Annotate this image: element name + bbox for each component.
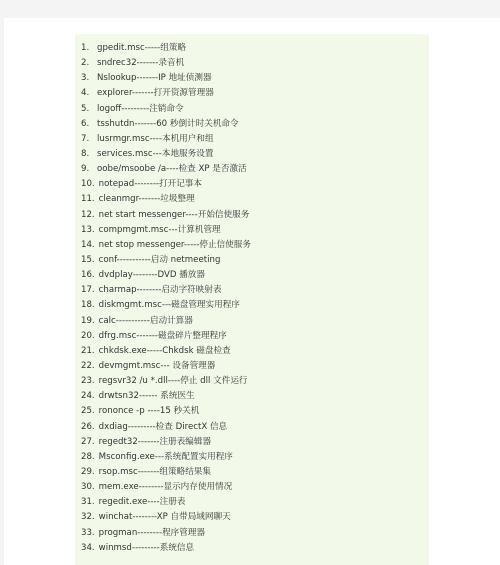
command-list-item — [81, 450, 251, 465]
item-number: 20. — [81, 330, 95, 341]
command-list-item — [81, 86, 251, 101]
command-list-item — [81, 283, 251, 298]
item-number: 8. — [81, 148, 90, 159]
command-list-item — [81, 192, 251, 207]
item-number: 12. — [81, 209, 95, 220]
item-number: 24. — [81, 391, 95, 402]
command-list-item — [81, 238, 251, 253]
item-number: 25. — [81, 406, 95, 417]
item-number: 33. — [81, 527, 95, 538]
item-number: 13. — [81, 224, 95, 235]
command-list-item — [81, 420, 251, 435]
item-number: 22. — [81, 360, 95, 371]
item-text: dvdplay--------DVD 播放器 — [98, 270, 205, 281]
item-text: mem.exe--------显示内存使用情况 — [98, 482, 233, 493]
item-text: diskmgmt.msc---磁盘管理实用程序 — [98, 300, 240, 311]
command-list-item — [81, 404, 251, 419]
item-text: tsshutdn-------60 秒倒计时关机命令 — [97, 118, 239, 129]
item-text: lusrmgr.msc----本机用户和组 — [97, 133, 214, 144]
command-list-item — [81, 253, 251, 268]
item-number: 30. — [81, 482, 95, 493]
command-list-item — [81, 314, 251, 329]
item-number: 17. — [81, 285, 95, 296]
item-text: services.msc---本地服务设置 — [97, 148, 214, 159]
command-list-item — [81, 526, 251, 541]
item-text: progman--------程序管理器 — [98, 527, 206, 538]
item-text: winmsd---------系统信息 — [98, 542, 195, 553]
command-list-item — [81, 389, 251, 404]
item-number: 6. — [81, 118, 90, 129]
item-number: 31. — [81, 497, 95, 508]
item-number: 15. — [81, 254, 95, 265]
item-number: 16. — [81, 270, 95, 281]
command-list-item — [81, 117, 251, 132]
item-number: 5. — [81, 103, 90, 114]
item-text: Msconfig.exe---系统配置实用程序 — [98, 451, 233, 462]
command-list-item — [81, 541, 251, 556]
item-number: 14. — [81, 239, 95, 250]
item-number: 28. — [81, 451, 95, 462]
command-list-item — [81, 495, 251, 510]
item-text: rononce -p ----15 秒关机 — [98, 406, 200, 417]
item-text: regsvr32 /u *.dll----停止 dll 文件运行 — [98, 376, 248, 387]
item-text: dxdiag---------检查 DirectX 信息 — [98, 421, 228, 432]
command-list-item — [81, 359, 251, 374]
command-list-item — [81, 208, 251, 223]
item-number: 2. — [81, 58, 90, 69]
item-text: drwtsn32------ 系统医生 — [98, 391, 195, 402]
item-text: oobe/msoobe /a----检查 XP 是否激活 — [97, 164, 247, 175]
item-number: 1. — [81, 43, 90, 53]
item-number: 9. — [81, 164, 90, 175]
item-number: 3. — [81, 73, 90, 84]
item-text: notepad--------打开记事本 — [98, 179, 202, 190]
item-number: 32. — [81, 512, 95, 523]
command-list-item — [81, 510, 251, 525]
item-text: devmgmt.msc--- 设备管理器 — [98, 360, 216, 371]
item-text: regedt32-------注册表编辑器 — [98, 436, 212, 447]
item-number: 21. — [81, 345, 95, 356]
item-text: net stop messenger-----停止信使服务 — [98, 239, 251, 250]
command-list-item — [81, 162, 251, 177]
item-number: 11. — [81, 194, 95, 205]
command-list-item — [81, 344, 251, 359]
command-list-item — [81, 41, 251, 56]
command-list-item — [81, 329, 251, 344]
item-number: 27. — [81, 436, 95, 447]
command-list-item — [81, 465, 251, 480]
item-number: 26. — [81, 421, 95, 432]
item-text: calc-----------启动计算器 — [98, 315, 193, 326]
item-text: gpedit.msc-----组策略 — [97, 43, 187, 53]
item-text: chkdsk.exe-----Chkdsk 磁盘检查 — [98, 345, 231, 356]
command-list-item — [81, 177, 251, 192]
command-list-panel — [75, 34, 429, 565]
item-text: cleanmgr-------垃圾整理 — [98, 194, 195, 205]
command-list-item — [81, 435, 251, 450]
item-text: winchat--------XP 自带局域网聊天 — [98, 512, 231, 523]
command-list-item — [81, 298, 251, 313]
command-list-item — [81, 147, 251, 162]
item-text: rsop.msc-------组策略结果集 — [98, 466, 211, 477]
item-text: regedit.exe----注册表 — [98, 497, 186, 508]
command-list-item — [81, 132, 251, 147]
command-list-item — [81, 71, 251, 86]
item-number: 4. — [81, 88, 90, 99]
item-number: 23. — [81, 376, 95, 387]
item-number: 18. — [81, 300, 95, 311]
item-text: charmap--------启动字符映射表 — [98, 285, 222, 296]
item-number: 34. — [81, 542, 95, 553]
command-list-item — [81, 374, 251, 389]
item-text: compmgmt.msc---计算机管理 — [98, 224, 221, 235]
command-list-item — [81, 223, 251, 238]
item-text: Nslookup-------IP 地址侦测器 — [97, 73, 212, 84]
command-list-item — [81, 268, 251, 283]
item-text: logoff---------注销命令 — [97, 103, 184, 114]
item-text: explorer-------打开资源管理器 — [97, 88, 214, 99]
item-text: sndrec32-------录音机 — [97, 58, 185, 69]
item-number: 19. — [81, 315, 95, 326]
command-list-item — [81, 56, 251, 71]
command-list-item — [81, 480, 251, 495]
item-text: net start messenger----开始信使服务 — [98, 209, 250, 220]
item-text: conf-----------启动 netmeeting — [98, 254, 221, 265]
item-number: 29. — [81, 466, 95, 477]
item-number: 7. — [81, 133, 90, 144]
item-number: 10. — [81, 179, 95, 190]
command-list-item — [81, 102, 251, 117]
command-list — [81, 41, 251, 556]
item-text: dfrg.msc-------磁盘碎片整理程序 — [98, 330, 227, 341]
